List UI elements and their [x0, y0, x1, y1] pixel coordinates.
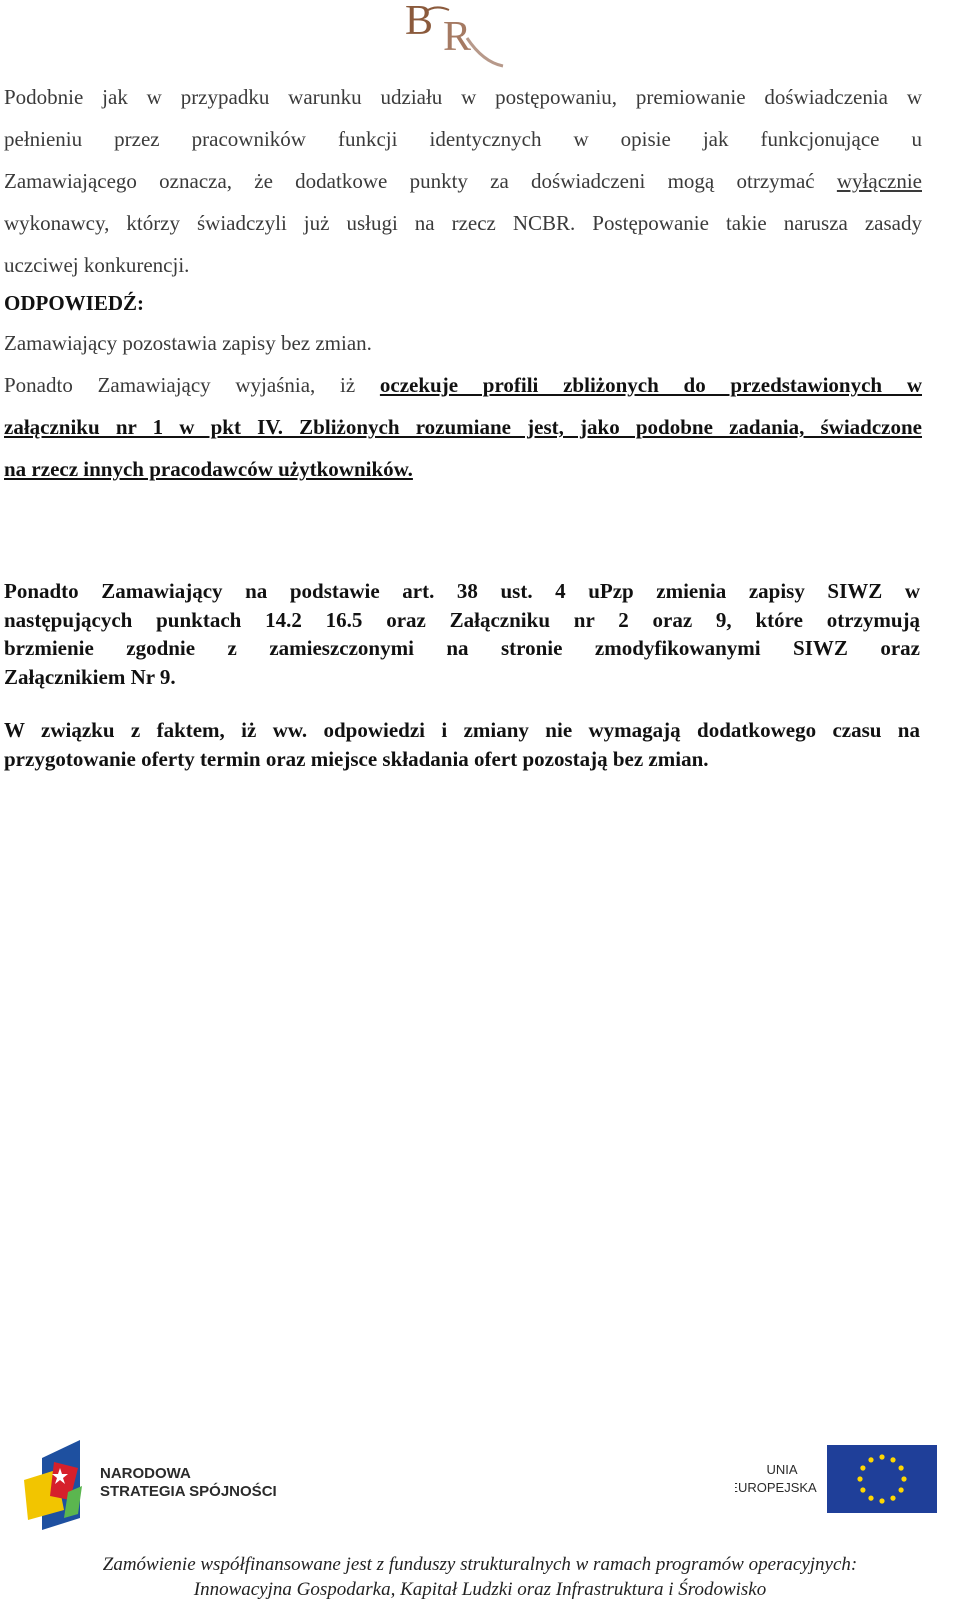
nss-flag-icon — [20, 1440, 285, 1540]
eu-star — [901, 1476, 906, 1481]
eu-star — [868, 1457, 873, 1462]
eu-star — [857, 1476, 862, 1481]
footer-text — [0, 1552, 960, 1602]
answer-line — [4, 364, 922, 406]
paragraph-3 — [4, 716, 920, 773]
logo-r: R — [443, 14, 472, 60]
eu-star — [890, 1496, 895, 1501]
paragraph-2-line: następujących punktach 14.2 16.5 oraz Załączniku nr 2 oraz 9, które otrzymują — [4, 607, 920, 632]
answer-line — [4, 406, 922, 448]
underlined-word: wyłącznie — [836, 169, 922, 193]
answer-section — [4, 284, 922, 490]
paragraph-2-line: Załącznikiem Nr 9. — [4, 664, 176, 689]
footer-logos — [0, 1440, 960, 1540]
eu-star — [899, 1487, 904, 1492]
eu-star — [890, 1457, 895, 1462]
eu-logo — [735, 1440, 950, 1540]
paragraph-3-line: W związku z faktem, iż ww. odpowiedzi i zmiany nie wymagają dodatkowego czasu na — [4, 718, 920, 742]
paragraph-2 — [4, 577, 920, 691]
answer-heading: ODPOWIEDŹ: — [4, 291, 145, 315]
eu-star — [899, 1465, 904, 1470]
answer-text-regular: Ponadto Zamawiający wyjaśnia, iż — [4, 373, 380, 397]
paragraph-2-line: brzmienie zgodnie z zamieszczonymi na stronie zmodyfikowanymi SIWZ oraz — [4, 636, 920, 660]
answer-line — [4, 448, 922, 490]
paragraph-2-line: Ponadto Zamawiający na podstawie art. 38 ust. 4 uPzp zmienia zapisy SIWZ w — [4, 579, 920, 603]
paragraph-1-line: Podobnie jak w przypadku warunku udziału w postępowaniu, premiowanie doświadczenia w — [4, 85, 922, 109]
paragraph-1-line — [4, 160, 922, 202]
paragraph-3-line: przygotowanie oferty termin oraz miejsce składania ofert pozostają bez zmian. — [4, 746, 709, 771]
nss-logo — [20, 1440, 285, 1540]
nss-line2: STRATEGIA SPÓJNOŚCI — [100, 1483, 277, 1500]
answer-bold-underlined: załączniku nr 1 w pkt IV. Zbliżonych rozumiane jest, jako podobne zadania, świadczone — [4, 415, 922, 439]
br-logo-icon — [405, 0, 515, 72]
answer-bold-underlined: na rzecz innych pracodawców użytkowników. — [4, 457, 413, 481]
eu-line1: UNIA — [766, 1462, 798, 1477]
paragraph-1-line: pełnieniu przez pracowników funkcji identycznych w opisie jak funkcjonujące u — [4, 127, 922, 151]
answer-bold-underlined: oczekuje profili zbliżonych do przedstawionych w — [379, 373, 922, 397]
eu-star — [879, 1454, 884, 1459]
eu-star — [860, 1465, 865, 1470]
eu-line2: EUROPEJSKA — [735, 1480, 817, 1495]
footer-line: Innowacyjna Gospodarka, Kapitał Ludzki oraz Infrastruktura i Środowisko — [193, 1579, 767, 1600]
answer-text: Zamawiający pozostawia zapisy bez zmian. — [4, 331, 372, 355]
paragraph-1-text: Zamawiającego oznacza, że dodatkowe punkty za doświadczeni mogą otrzymać — [4, 169, 837, 193]
logo-b: B — [405, 0, 434, 44]
nss-line1: NARODOWA — [100, 1465, 191, 1482]
eu-flag-icon — [735, 1440, 950, 1540]
eu-star — [860, 1487, 865, 1492]
paragraph-1-line: uczciwej konkurencji. — [4, 253, 190, 277]
paragraph-1 — [4, 76, 922, 286]
paragraph-1-line: wykonawcy, którzy świadczyli już usługi na rzecz NCBR. Postępowanie takie narusza zasady — [4, 211, 922, 235]
footer-line: Zamówienie współfinansowane jest z funduszy strukturalnych w ramach programów operacyjnych: — [102, 1554, 858, 1575]
eu-star — [868, 1496, 873, 1501]
eu-star — [879, 1498, 884, 1503]
